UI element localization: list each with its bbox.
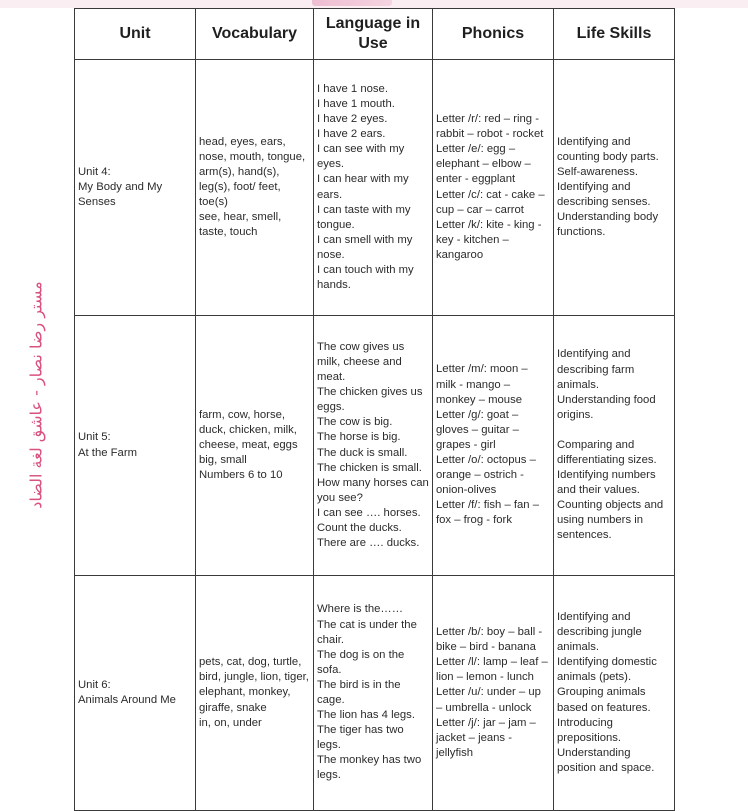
- language-line: The chicken gives us eggs.: [317, 386, 423, 414]
- phonics-line: Letter /f/: fish – fan – fox – frog - fork: [436, 499, 539, 527]
- language-line: The tiger has two legs.: [317, 724, 404, 752]
- vocabulary-cell: [196, 316, 314, 576]
- language-line: There are …. ducks.: [317, 537, 420, 550]
- phonics-cell: [433, 316, 554, 576]
- vocabulary-line: pets, cat, dog, turtle, bird, jungle, lion, tiger, elephant, monkey, giraffe, snake: [199, 656, 309, 714]
- vocabulary-line: in, on, under: [199, 716, 262, 729]
- language-line: The duck is small.: [317, 446, 408, 459]
- language-line: The chicken is small.: [317, 461, 422, 474]
- vocabulary-cell: [196, 576, 314, 811]
- vocabulary-line: head, eyes, ears, nose, mouth, tongue, arm(s), hand(s), leg(s), foot/ feet, toe(s): [199, 135, 306, 209]
- header-language-in-use: Language in Use: [314, 9, 433, 60]
- vocabulary-line: Numbers 6 to 10: [199, 469, 283, 482]
- life-skill-line: Counting objects and using numbers in sentences.: [557, 499, 664, 542]
- language-line: I can hear with my ears.: [317, 173, 409, 201]
- vocabulary-cell: [196, 60, 314, 316]
- phonics-line: Letter /g/: goat – gloves – guitar – grapes - girl: [436, 408, 519, 451]
- unit-title: My Body and My Senses: [78, 180, 163, 209]
- language-line: The lion has 4 legs.: [317, 709, 415, 722]
- phonics-line: Letter /k/: kite - king - key - kitchen – kangaroo: [436, 218, 542, 261]
- table-row: [75, 60, 675, 316]
- phonics-line: Letter /u/: under – up – umbrella - unlock: [436, 686, 541, 714]
- language-line: I can touch with my hands.: [317, 263, 414, 292]
- life-skill-line: Understanding position and space.: [557, 746, 655, 774]
- phonics-line: Letter /j/: jar – jam – jacket – jeans - jellyfish: [436, 716, 536, 759]
- phonics-cell: [433, 60, 554, 316]
- top-decorative-strip: [0, 0, 748, 8]
- life-skill-line: Comparing and differentiating sizes.: [557, 438, 657, 466]
- language-line: The monkey has two legs.: [317, 754, 422, 782]
- language-cell: [314, 60, 433, 316]
- life-skill-line: Introducing prepositions.: [557, 716, 622, 744]
- phonics-line: Letter /m/: moon – milk - mango – monkey – mouse: [436, 363, 528, 406]
- header-vocabulary: Vocabulary: [196, 9, 314, 60]
- table-row: [75, 576, 675, 811]
- header-phonics: Phonics: [433, 9, 554, 60]
- language-line: Where is the……: [317, 603, 404, 616]
- phonics-line: Letter /c/: cat - cake – cup – car – carrot: [436, 188, 545, 216]
- unit-title: At the Farm: [78, 446, 138, 459]
- language-line: I have 2 eyes.: [317, 113, 388, 126]
- life-skill-line: Identifying and describing senses.: [557, 180, 651, 209]
- life-skill-line: Understanding food origins.: [557, 393, 656, 421]
- language-line: The dog is on the sofa.: [317, 648, 405, 676]
- life-skill-line: Self-awareness.: [557, 165, 638, 178]
- language-cell: [314, 316, 433, 576]
- language-line: I can smell with my nose.: [317, 233, 413, 261]
- life-skill-line: Grouping animals based on features.: [557, 686, 651, 714]
- vocabulary-line: big, small: [199, 454, 247, 467]
- watermark-text: مستر رضا نصار - عاشق لغة الضاد: [26, 281, 46, 509]
- header-life-skills: Life Skills: [554, 9, 675, 60]
- unit-number: Unit 4:: [78, 165, 111, 178]
- header-unit: Unit: [75, 9, 196, 60]
- language-cell: [314, 576, 433, 811]
- vocabulary-line: see, hear, smell, taste, touch: [199, 211, 282, 239]
- unit-cell: [75, 576, 196, 811]
- life-skill-line: Understanding body functions.: [557, 211, 659, 239]
- unit-title: Animals Around Me: [78, 694, 176, 706]
- language-line: The cow gives us milk, cheese and meat.: [317, 340, 405, 384]
- life-skills-cell: [554, 316, 675, 576]
- language-line: The cow is big.: [317, 416, 393, 429]
- language-line: I can see …. horses.: [317, 506, 421, 519]
- life-skill-spacer: [557, 423, 671, 438]
- language-line: I have 2 ears.: [317, 128, 386, 141]
- phonics-line: Letter /o/: octopus – orange – ostrich - onion-olives: [436, 454, 536, 497]
- phonics-line: Letter /l/: lamp – leaf – lion – lemon - lunch: [436, 656, 548, 684]
- unit-number: Unit 5:: [78, 431, 111, 444]
- phonics-line: Letter /r/: red – ring - rabbit – robot - rocket: [436, 113, 544, 141]
- curriculum-table: [74, 8, 675, 811]
- life-skills-cell: [554, 60, 675, 316]
- language-line: Count the ducks.: [317, 521, 402, 534]
- table-row: [75, 316, 675, 576]
- language-line: How many horses can you see?: [317, 476, 429, 504]
- language-line: The cat is under the chair.: [317, 618, 417, 646]
- phonics-line: Letter /b/: boy – ball -bike – bird - banana: [436, 626, 543, 654]
- life-skill-line: Identifying and describing farm animals.: [557, 348, 635, 391]
- life-skills-cell: [554, 576, 675, 811]
- life-skill-line: Identifying and counting body parts.: [557, 135, 659, 163]
- language-line: I can taste with my tongue.: [317, 203, 411, 231]
- language-line: The bird is in the cage.: [317, 678, 401, 706]
- language-line: I have 1 nose.: [317, 82, 388, 95]
- header-decoration: [312, 0, 392, 6]
- life-skill-line: Identifying domestic animals (pets).: [557, 656, 657, 684]
- life-skill-line: Identifying numbers and their values.: [557, 469, 656, 497]
- phonics-cell: [433, 576, 554, 811]
- language-line: I have 1 mouth.: [317, 97, 395, 110]
- header-row: [75, 9, 675, 60]
- unit-cell: [75, 60, 196, 316]
- vocabulary-line: farm, cow, horse, duck, chicken, milk, cheese, meat, eggs: [199, 408, 298, 451]
- language-line: The horse is big.: [317, 431, 401, 444]
- phonics-line: Letter /e/: egg – elephant – elbow – enter - eggplant: [436, 143, 531, 186]
- language-line: I can see with my eyes.: [317, 143, 405, 171]
- life-skill-line: Identifying and describing jungle animals.: [557, 610, 642, 654]
- unit-number: Unit 6:: [78, 678, 111, 691]
- side-watermark: [6, 250, 66, 540]
- unit-cell: [75, 316, 196, 576]
